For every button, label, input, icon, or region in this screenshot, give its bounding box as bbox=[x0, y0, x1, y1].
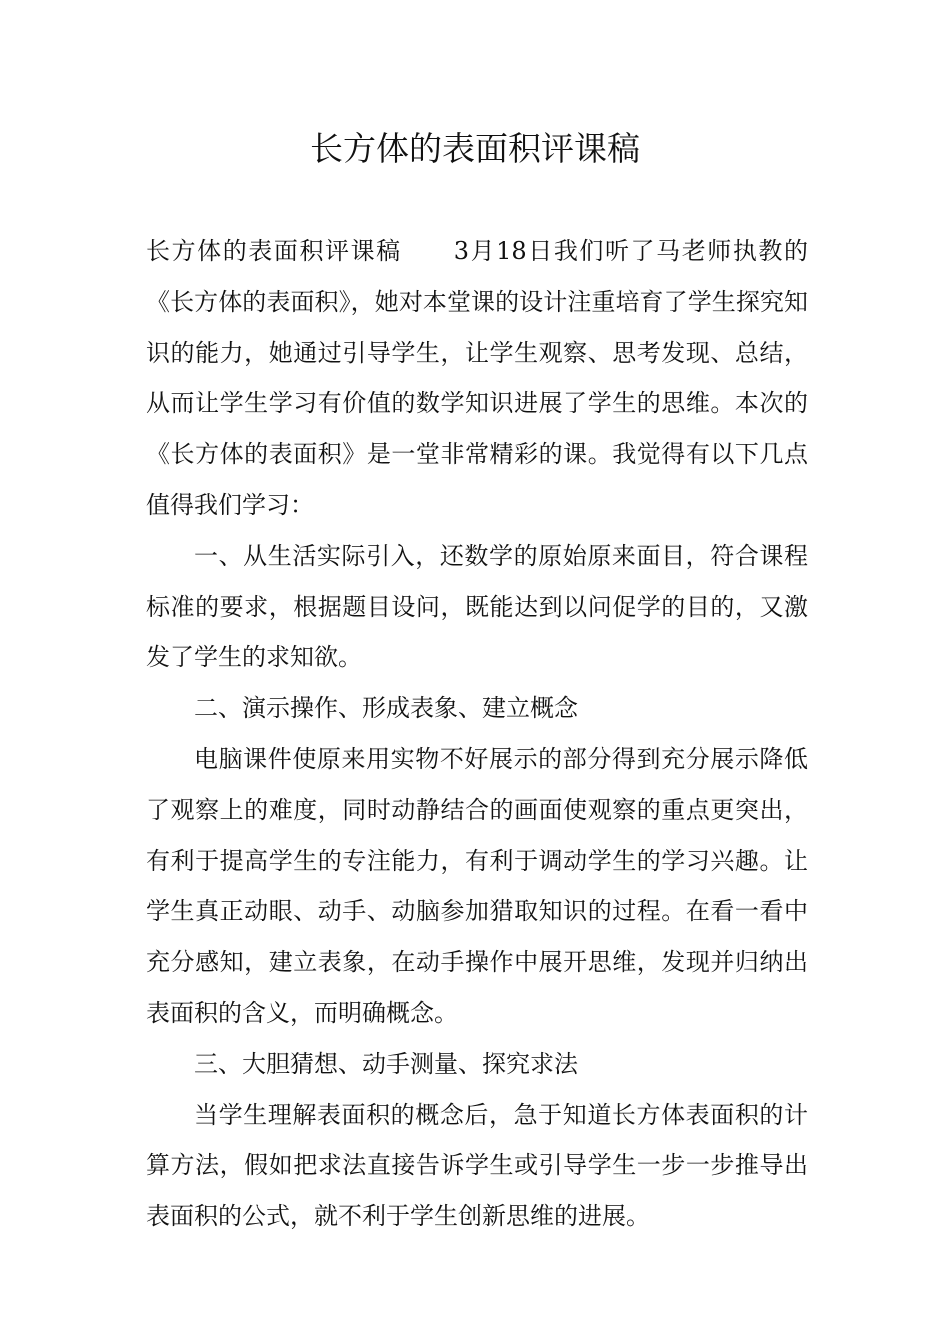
paragraph-point-one: 一、从生活实际引入，还数学的原始原来面目，符合课程标准的要求，根据题目设问，既能达到以问促学的目的，又激发了学生的求知欲。 bbox=[146, 541, 808, 672]
heading-point-two: 二、演示操作、形成表象、建立概念 bbox=[194, 694, 578, 723]
paragraph-point-two: 电脑课件使原来用实物不好展示的部分得到充分展示降低了观察上的难度，同时动静结合的画面使观察的重点更突出，有利于提高学生的专注能力，有利于调动学生的学习兴趣。让学生真正动眼、动手、动脑参加猎取知识的过程。在看一看中充分感知，建立表象，在动手操作中展开思维，发现并归纳出表面积的含义，而明确概念。 bbox=[146, 744, 808, 1027]
document-title: 长方体的表面积评课稿 bbox=[310, 129, 640, 168]
document-body bbox=[146, 226, 808, 1242]
paragraph-point-three: 当学生理解表面积的概念后，急于知道长方体表面积的计算方法，假如把求法直接告诉学生或引导学生一步一步推导出表面积的公式，就不利于学生创新思维的进展。 bbox=[146, 1100, 808, 1231]
intro-lead: 长方体的表面积评课稿 bbox=[146, 237, 402, 265]
heading-point-three: 三、大胆猜想、动手测量、探究求法 bbox=[194, 1049, 578, 1078]
intro-paragraph bbox=[146, 226, 808, 531]
intro-text: 3月18日我们听了马老师执教的《长方体的表面积》，她对本堂课的设计注重培育了学生探究知识的能力，她通过引导学生，让学生观察、思考发现、总结，从而让学生学习有价值的数学知识进展了学生的思维。本次的《长方体的表面积》是一堂非常精彩的课。我觉得有以下几点值得我们学习： bbox=[146, 237, 808, 519]
